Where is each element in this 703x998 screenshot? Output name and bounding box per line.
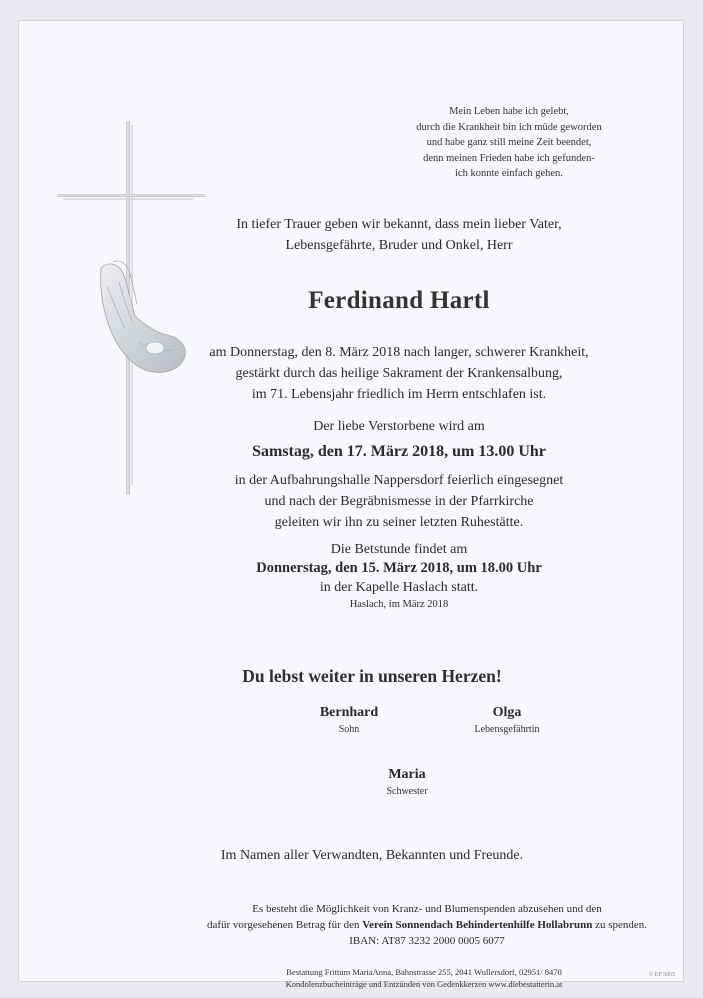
- prayer-service: [199, 540, 599, 597]
- funeral-detail-line: geleiten wir ihn zu seiner letzten Ruhestätte.: [274, 515, 524, 530]
- funeral-home-footer: [239, 966, 609, 990]
- motto: Du lebst weiter in unseren Herzen!: [242, 666, 502, 686]
- donation-text: zu spenden.: [592, 919, 648, 931]
- deceased-line: Der liebe Verstorbene wird am: [313, 419, 485, 434]
- death-notice: [179, 342, 619, 405]
- poem: [389, 104, 629, 182]
- donation-charity: Verein Sonnendach Behindertenhilfe Hollabrunn: [362, 919, 593, 931]
- death-notice-line: am Donnerstag, den 8. März 2018 nach langer, schwerer Krankheit,: [209, 345, 589, 360]
- deceased-name: Ferdinand Hartl: [308, 287, 490, 314]
- prayer-date: Donnerstag, den 15. März 2018, um 18.00 Uhr: [256, 560, 542, 576]
- funeral-detail-line: in der Aufbahrungshalle Nappersdorf feierlich eingesegnet: [234, 473, 564, 488]
- death-notice-line: gestärkt durch das heilige Sakrament der Krankensalbung,: [235, 366, 563, 381]
- poem-line: durch die Krankheit bin ich müde geworden: [416, 121, 602, 133]
- poem-line: ich konnte einfach gehen.: [455, 168, 563, 180]
- donation-iban: IBAN: AT87 3232 2000 0005 6077: [349, 935, 505, 947]
- prayer-intro: Die Betstunde findet am: [330, 542, 468, 557]
- death-notice-line: im 71. Lebensjahr friedlich im Herrn entschlafen ist.: [251, 387, 547, 402]
- relative-name: Maria: [388, 767, 426, 782]
- prayer-location: in der Kapelle Haslach statt.: [319, 580, 479, 595]
- obituary-page: [18, 20, 684, 989]
- footer-line: Kondolenzbucheinträge und Entzünden von Gedenkkerzen www.diebestatterin.at: [285, 979, 563, 989]
- intro-line: Lebensgefährte, Bruder und Onkel, Herr: [285, 238, 513, 253]
- place-date: Haslach, im März 2018: [349, 599, 449, 610]
- funeral-detail-line: und nach der Begräbnismesse in der Pfarrkirche: [264, 494, 534, 509]
- print-code: © EP 5065: [648, 972, 675, 978]
- relative-entry: [289, 705, 409, 735]
- all-relatives-line: Im Namen aller Verwandten, Bekannten und Freunde.: [220, 848, 524, 863]
- funeral-date: Samstag, den 17. März 2018, um 13.00 Uhr: [252, 443, 546, 460]
- relative-entry: [342, 767, 472, 797]
- footer-line: Bestattung Frittum MariaAnna, Bahnstrasse 255, 2041 Wullersdorf, 02951/ 8470: [286, 967, 562, 977]
- donation-text: dafür vorgesehenen Betrag für den: [206, 919, 363, 931]
- intro-line: In tiefer Trauer geben wir bekannt, dass mein lieber Vater,: [236, 217, 562, 232]
- relative-role: Lebensgefährtin: [474, 724, 540, 735]
- poem-line: denn meinen Frieden habe ich gefunden-: [423, 152, 595, 164]
- relative-role: Schwester: [386, 786, 428, 797]
- poem-line: und habe ganz still meine Zeit beendet,: [426, 137, 592, 149]
- intro-text: [199, 214, 599, 256]
- funeral-details: [189, 470, 609, 533]
- poem-line: Mein Leben habe ich gelebt,: [449, 106, 569, 117]
- relative-entry: [437, 705, 577, 735]
- relative-name: Olga: [492, 705, 522, 720]
- donation-line: Es besteht die Möglichkeit von Kranz- und Blumenspenden abzusehen und den: [252, 903, 602, 915]
- relative-name: Bernhard: [319, 705, 379, 720]
- relative-role: Sohn: [338, 724, 360, 735]
- praying-hands-icon: [91, 256, 191, 381]
- donation-notice: [169, 901, 685, 949]
- donation-line: [169, 917, 685, 933]
